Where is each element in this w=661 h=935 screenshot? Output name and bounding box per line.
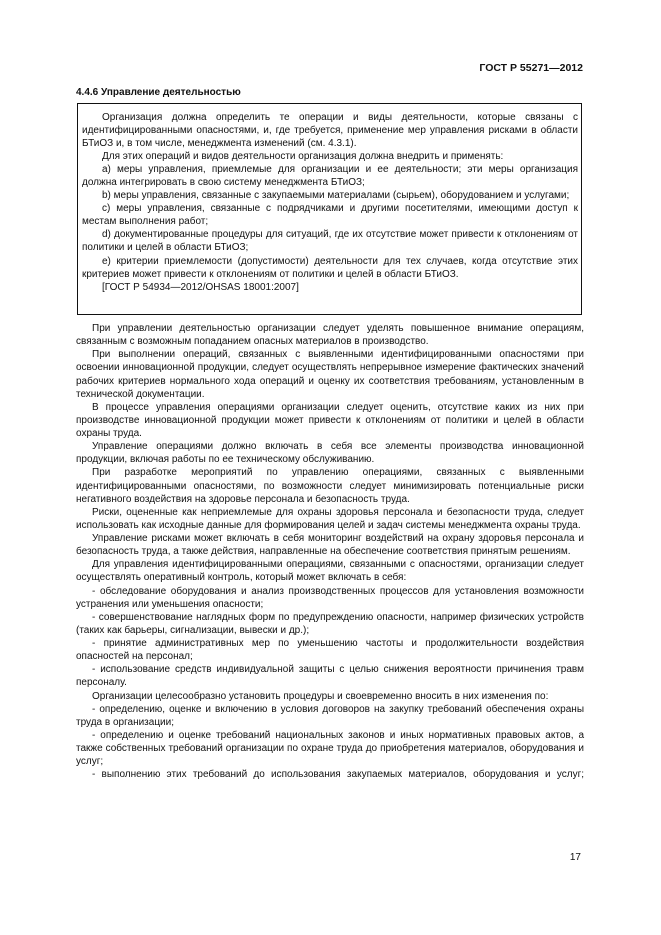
body-paragraph: Управление операциями должно включать в себя все элементы производства инновационной продукции, включая работы по ее техническому обслуживанию. — [76, 441, 584, 466]
box-list-item-b: b) меры управления, связанные с закупаемыми материалами (сырьем), оборудованием и услугами; — [102, 190, 570, 202]
quoted-requirement-box — [77, 103, 582, 315]
body-list-item: - использование средств индивидуальной защиты с целью снижения вероятности причинения травм персоналу. — [76, 664, 584, 689]
body-paragraph: Для управления идентифицированными операциями, связанными с опасностями, организации следует осуществлять оперативный контроль, который может включать в себя: — [76, 559, 584, 584]
box-paragraph: Организация должна определить те операции и виды деятельности, которые связаны с идентифицированными опасностями, и, где требуется, применение мер управления рисками в области БТиОЗ и, в том числе, менеджмента изменений (см. 4.3.1). — [82, 112, 578, 150]
page-number: 17 — [569, 852, 581, 863]
body-paragraph: При управлении деятельностью организации следует уделять повышенное внимание операциям, связанным с возможным попаданием опасных материалов в производство. — [76, 323, 584, 348]
box-list-item-d: d) документированные процедуры для ситуаций, где их отсутствие может привести к отклонениям от политики и целей в области БТиОЗ; — [82, 229, 578, 254]
box-list-item-c: c) меры управления, связанные с подрядчиками и другими посетителями, имеющими доступ к местам выполнения работ; — [82, 203, 578, 228]
body-list-item: - выполнению этих требований до использования закупаемых материалов, оборудования и услуг; — [92, 769, 584, 781]
body-list-item: - принятие административных мер по уменьшению частоты и продолжительности воздействия опасностей на персонал; — [76, 638, 584, 663]
body-paragraph: При выполнении операций, связанных с выявленными идентифицированными опасностями при освоении инновационной продукции, следует осуществлять непрерывное измерение фактических значений рабочих критериев нормального хода операций и оценку их соответствия требованиям, установленным в технической документации. — [76, 349, 584, 400]
body-list-item: - обследование оборудования и анализ производственных процессов для установления возможности устранения или уменьшения опасности; — [76, 585, 584, 610]
body-paragraph: В процессе управления операциями организации следует оценить, отсутствие каких из них при производстве инновационной продукции может привести к отклонениям от политики и целей в области охраны труда. — [76, 401, 584, 439]
document-id-header: ГОСТ Р 55271—2012 — [479, 62, 583, 74]
body-list-item: - совершенствование наглядных форм по предупреждению опасности, например физических устройств (таких как барьеры, сигнализации, вывески и др.); — [76, 611, 584, 636]
body-list-item: - определению, оценке и включению в условия договоров на закупку требований обеспечения охраны труда в организации; — [76, 703, 584, 728]
box-paragraph: Для этих операций и видов деятельности организация должна внедрить и применять: — [102, 151, 504, 163]
body-paragraph: При разработке мероприятий по управлению операциями, связанных с выявленными идентифицированными опасностями, по возможности следует минимизировать потенциальные риски негативного воздействия на здоровье персонала и безопасность труда. — [76, 467, 584, 505]
section-heading: 4.4.6 Управление деятельностью — [76, 87, 241, 98]
body-text — [76, 322, 584, 781]
body-paragraph: Организации целесообразно установить процедуры и своевременно вносить в них изменения по: — [92, 690, 549, 702]
body-list-item: - определению и оценке требований национальных законов и иных нормативных правовых актов, а также собственных требований организации по охране труда до приобретения материалов, оборудования и услуг; — [76, 729, 584, 768]
body-paragraph: Риски, оцененные как неприемлемые для охраны здоровья персонала и безопасности труда, следует использовать как исходные данные для формирования целей и задач системы менеджмента охраны труда. — [76, 506, 584, 531]
box-list-item-a: a) меры управления, приемлемые для организации и ее деятельности; эти меры организация должна интегрировать в свою систему менеджмента БТиОЗ; — [82, 164, 578, 189]
body-paragraph: Управление рисками может включать в себя мониторинг воздействий на охрану здоровья персонала и безопасность труда, а также действия, направленные на обеспечение соответствия принятым решениям. — [76, 533, 584, 558]
box-list-item-e: e) критерии приемлемости (допустимости) деятельности для тех случаев, когда отсутствие этих критериев может привести к отклонениям от политики и целей в области БТиОЗ. — [82, 255, 578, 280]
box-source-reference: [ГОСТ Р 54934—2012/OHSAS 18001:2007] — [102, 281, 299, 293]
